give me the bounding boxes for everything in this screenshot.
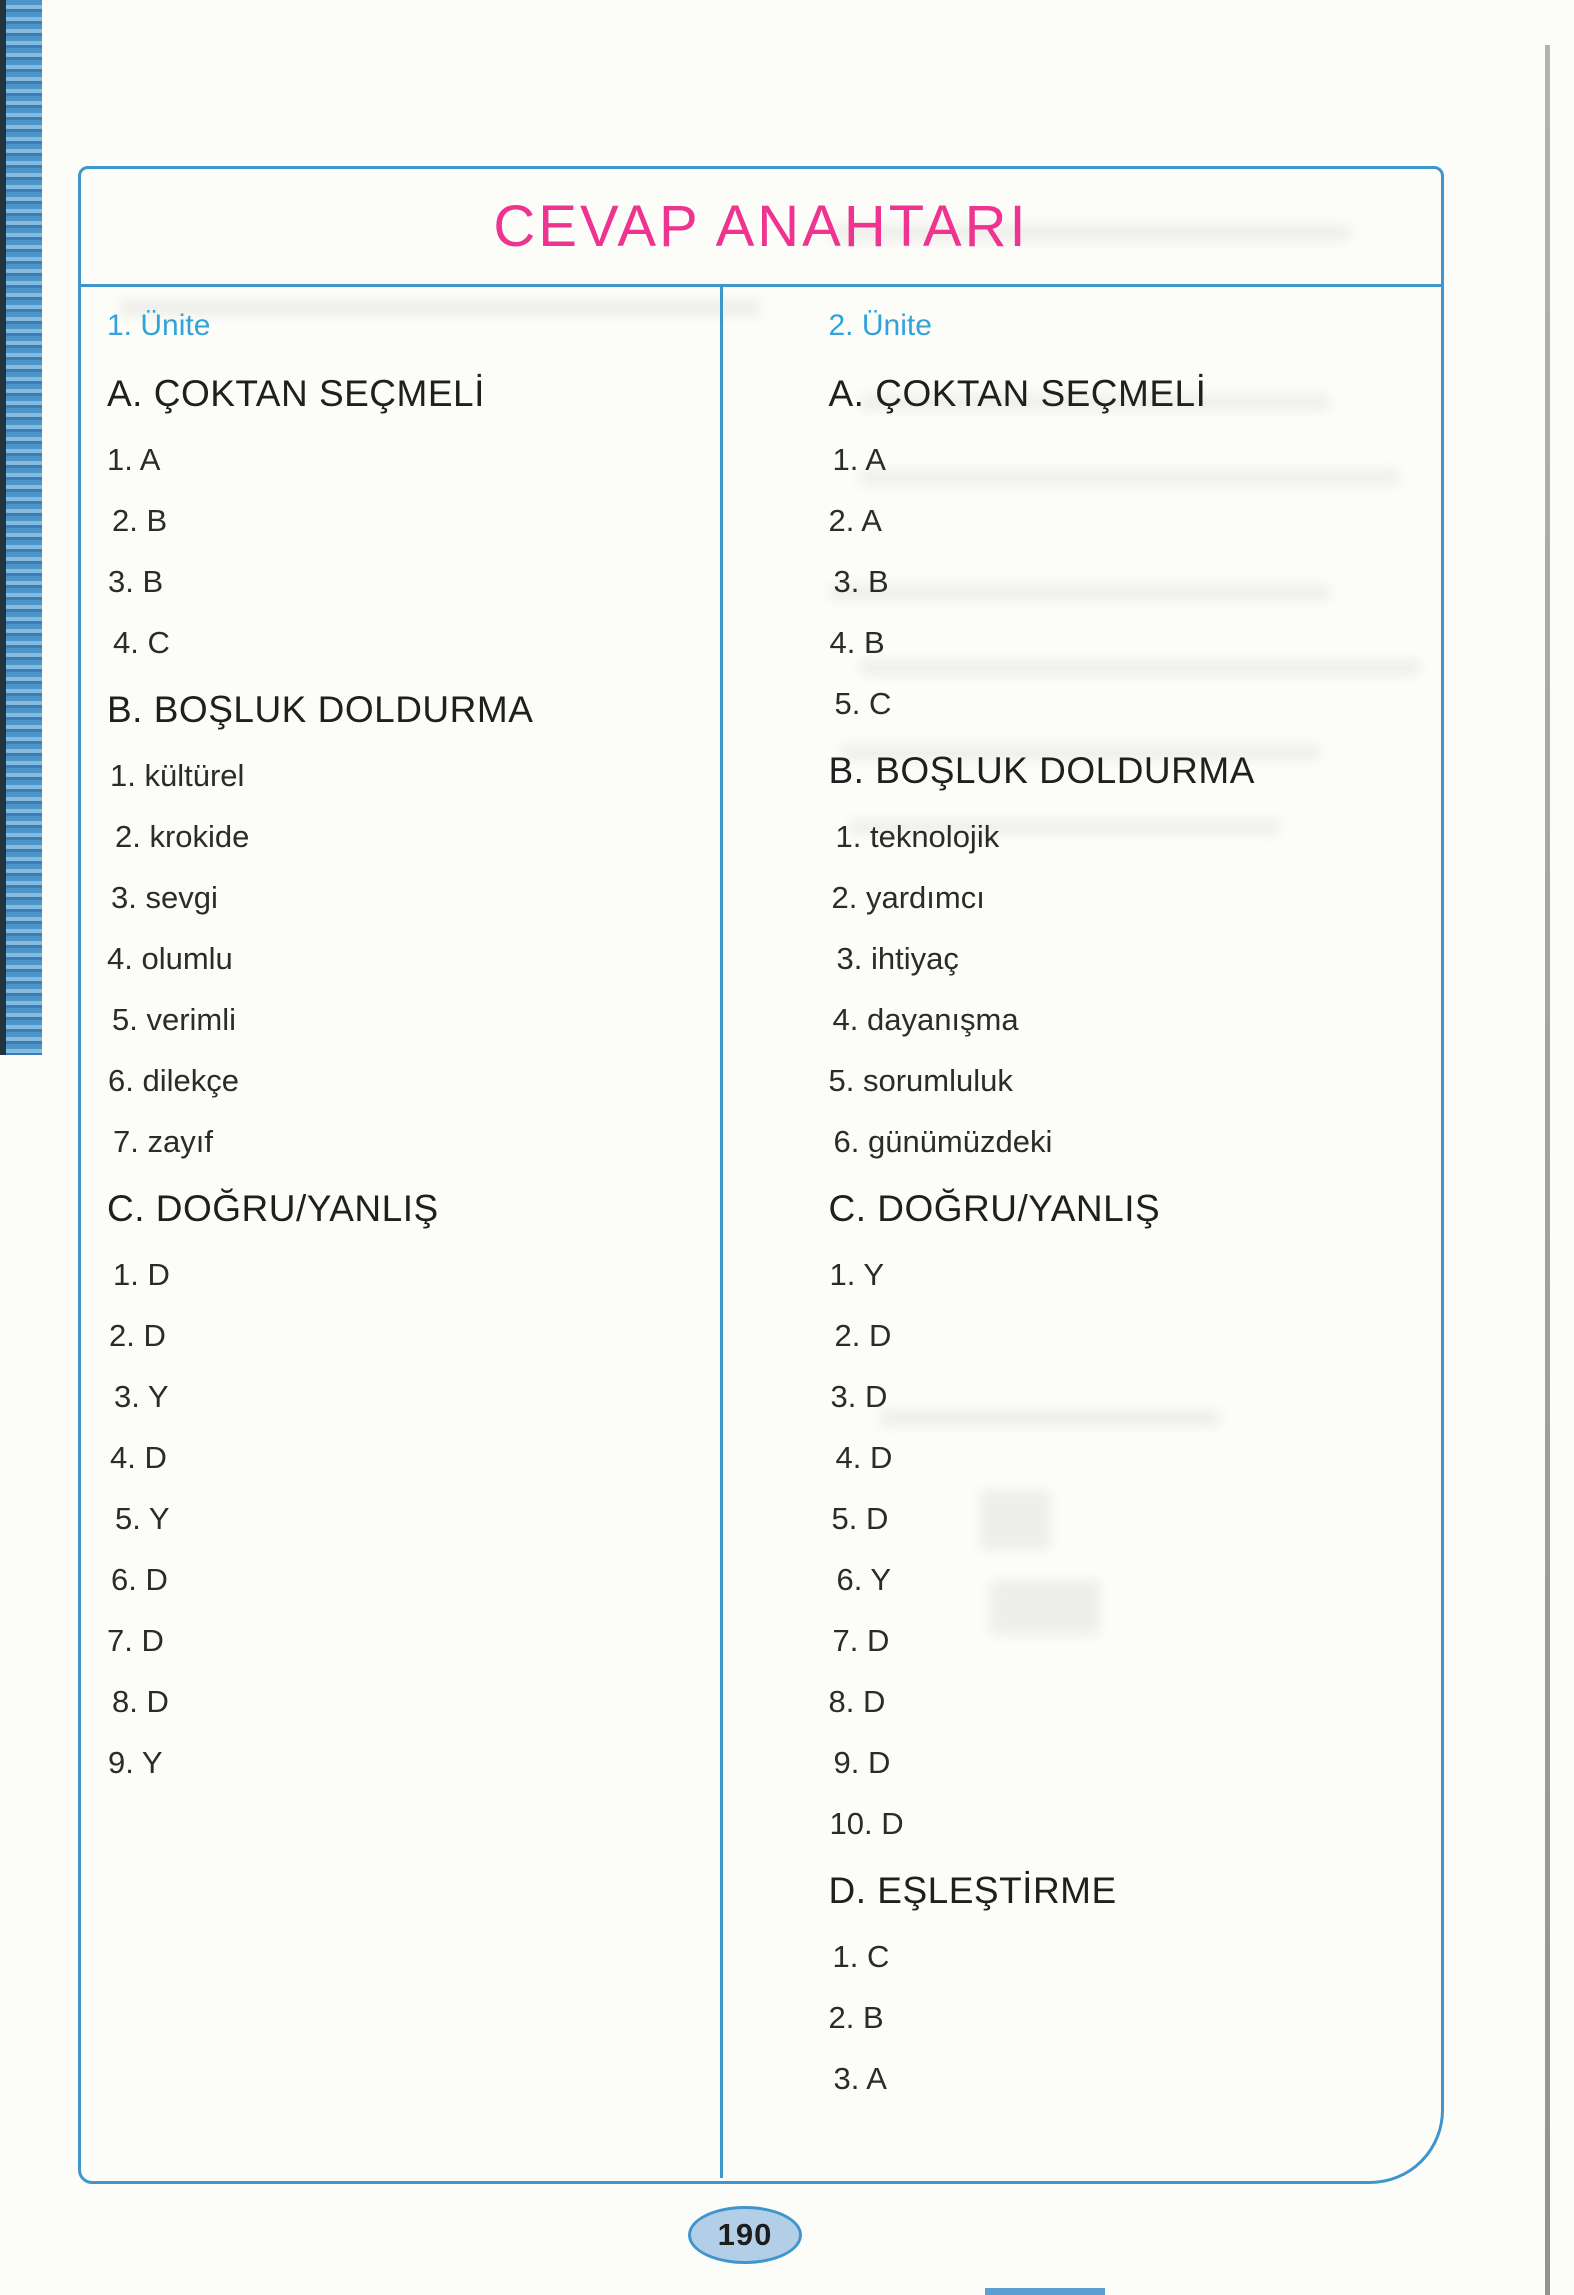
answer-item: 7. D xyxy=(107,1623,164,1658)
section-heading: B. BOŞLUK DOLDURMA xyxy=(828,750,1255,791)
answer-item: 9. D xyxy=(833,1745,891,1780)
answer-item: 6. günümüzdeki xyxy=(833,1124,1053,1159)
answer-item: 7. D xyxy=(832,1623,890,1658)
answer-item: 2. D xyxy=(834,1318,892,1353)
page-number: 190 xyxy=(717,2217,773,2252)
answer-item: 9. Y xyxy=(108,1745,163,1780)
page-number-badge xyxy=(688,2206,802,2264)
answer-item: 5. D xyxy=(831,1501,889,1536)
right-scan-edge xyxy=(1545,45,1550,2295)
answer-item: 6. Y xyxy=(836,1562,892,1597)
answer-item: 3. A xyxy=(833,2061,887,2096)
answer-item: 5. Y xyxy=(115,1501,170,1536)
binding-strip xyxy=(6,0,42,1055)
answer-item: 8. D xyxy=(828,1684,886,1719)
answer-key-box xyxy=(78,166,1444,2184)
answer-item: 3. Y xyxy=(114,1379,169,1414)
answer-item: 3. ihtiyaç xyxy=(836,941,959,976)
bottom-scan-artifact xyxy=(985,2288,1105,2295)
answer-item: 1. D xyxy=(113,1257,170,1292)
answer-item: 1. C xyxy=(832,1939,890,1974)
section-heading: C. DOĞRU/YANLIŞ xyxy=(107,1188,439,1229)
section-heading: B. BOŞLUK DOLDURMA xyxy=(107,689,534,730)
unit-2-column xyxy=(723,287,1442,2178)
unit-label: 2. Ünite xyxy=(828,309,932,342)
answer-item: 2. B xyxy=(828,2000,884,2035)
answer-item: 4. D xyxy=(110,1440,167,1475)
answer-item: 3. B xyxy=(108,564,164,599)
answer-item: 2. B xyxy=(112,503,168,538)
answer-item: 6. D xyxy=(111,1562,168,1597)
answer-item: 1. A xyxy=(107,442,161,477)
title-bar xyxy=(81,169,1441,287)
answer-item: 4. D xyxy=(835,1440,893,1475)
section-heading: C. DOĞRU/YANLIŞ xyxy=(828,1188,1161,1229)
answer-item: 5. verimli xyxy=(112,1002,237,1037)
answer-item: 2. krokide xyxy=(115,819,250,854)
answer-item: 3. B xyxy=(833,564,889,599)
answer-item: 2. D xyxy=(109,1318,166,1353)
answer-item: 3. D xyxy=(830,1379,888,1414)
unit-1-column xyxy=(81,287,723,2178)
answer-item: 1. A xyxy=(832,442,886,477)
answer-item: 10. D xyxy=(829,1806,904,1841)
answer-item: 4. B xyxy=(829,625,885,660)
answer-item: 4. dayanışma xyxy=(832,1002,1019,1037)
section-heading: A. ÇOKTAN SEÇMELİ xyxy=(828,373,1207,414)
section-heading: A. ÇOKTAN SEÇMELİ xyxy=(107,373,485,414)
section-heading: D. EŞLEŞTİRME xyxy=(828,1870,1117,1911)
answer-item: 1. kültürel xyxy=(110,758,245,793)
answer-item: 8. D xyxy=(112,1684,169,1719)
answer-item: 6. dilekçe xyxy=(108,1063,239,1098)
answer-item: 7. zayıf xyxy=(113,1124,213,1159)
answer-item: 4. olumlu xyxy=(107,941,233,976)
unit-label: 1. Ünite xyxy=(107,309,211,342)
answer-item: 1. Y xyxy=(829,1257,885,1292)
answer-item: 2. A xyxy=(828,503,882,538)
answer-item: 5. sorumluluk xyxy=(828,1063,1013,1098)
answer-item: 1. teknolojik xyxy=(835,819,1000,854)
page-title: CEVAP ANAHTARI xyxy=(493,194,1029,259)
answer-item: 5. C xyxy=(834,686,892,721)
answer-columns xyxy=(81,287,1441,2178)
answer-item: 3. sevgi xyxy=(111,880,218,915)
answer-item: 2. yardımcı xyxy=(831,880,985,915)
answer-item: 4. C xyxy=(113,625,170,660)
